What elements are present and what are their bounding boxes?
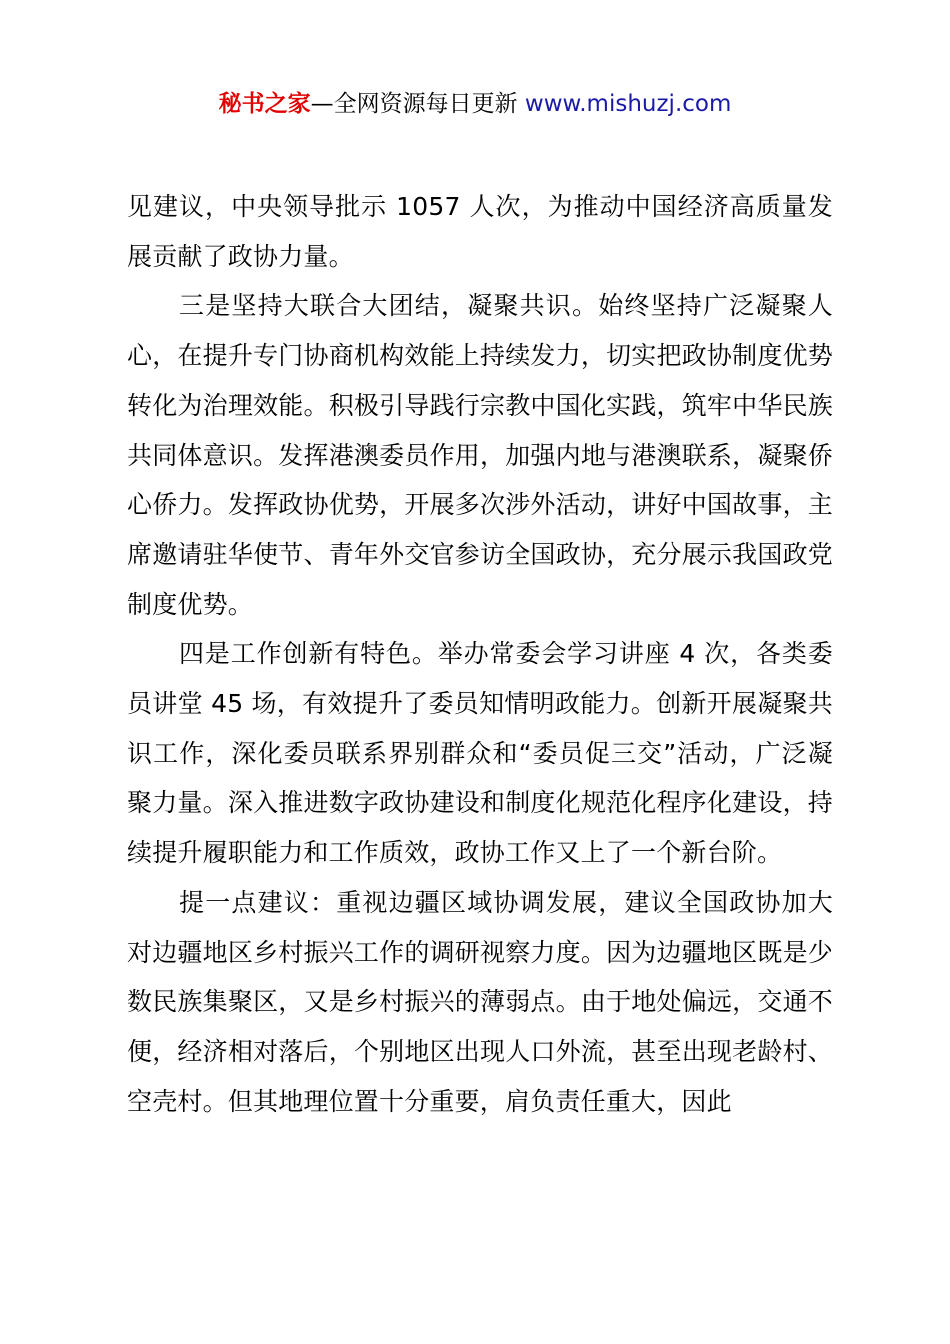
document-body <box>127 182 833 1126</box>
header-tagline: —全网资源每日更新 <box>310 91 525 117</box>
paragraph-continuation: 见建议，中央领导批示 1057 人次，为推动中国经济高质量发展贡献了政协力量。 <box>127 192 833 271</box>
brand-name: 秘书之家 <box>218 91 311 117</box>
paragraph-unity-consensus: 三是坚持大联合大团结，凝聚共识。始终坚持广泛凝聚人心，在提升专门协商机构效能上持续发力，切实把政协制度优势转化为治理效能。积极引导践行宗教中国化实践，筑牢中华民族共同体意识。发挥港澳委员作用，加强内地与港澳联系，凝聚侨心侨力。发挥政协优势，开展多次涉外活动，讲好中国故事，主席邀请驻华使节、青年外交官参访全国政协，充分展示我国政党制度优势。 <box>127 291 833 619</box>
paragraph-work-innovation: 四是工作创新有特色。举办常委会学习讲座 4 次，各类委员讲堂 45 场，有效提升了委员知情明政能力。创新开展凝聚共识工作，深化委员联系界别群众和“委员促三交”活动，广泛凝聚力量。深入推进数字政协建设和制度化规范化程序化建设，持续提升履职能力和工作质效，政协工作又上了一个新台阶。 <box>127 639 833 868</box>
paragraph-suggestion: 提一点建议：重视边疆区域协调发展，建议全国政协加大对边疆地区乡村振兴工作的调研视察力度。因为边疆地区既是少数民族集聚区，又是乡村振兴的薄弱点。由于地处偏远，交通不便，经济相对落后，个别地区出现人口外流，甚至出现老龄村、空壳村。但其地理位置十分重要，肩负责任重大，因此 <box>127 887 833 1116</box>
site-header <box>0 88 950 120</box>
site-url-link[interactable]: www.mishuzj.com <box>524 91 732 117</box>
